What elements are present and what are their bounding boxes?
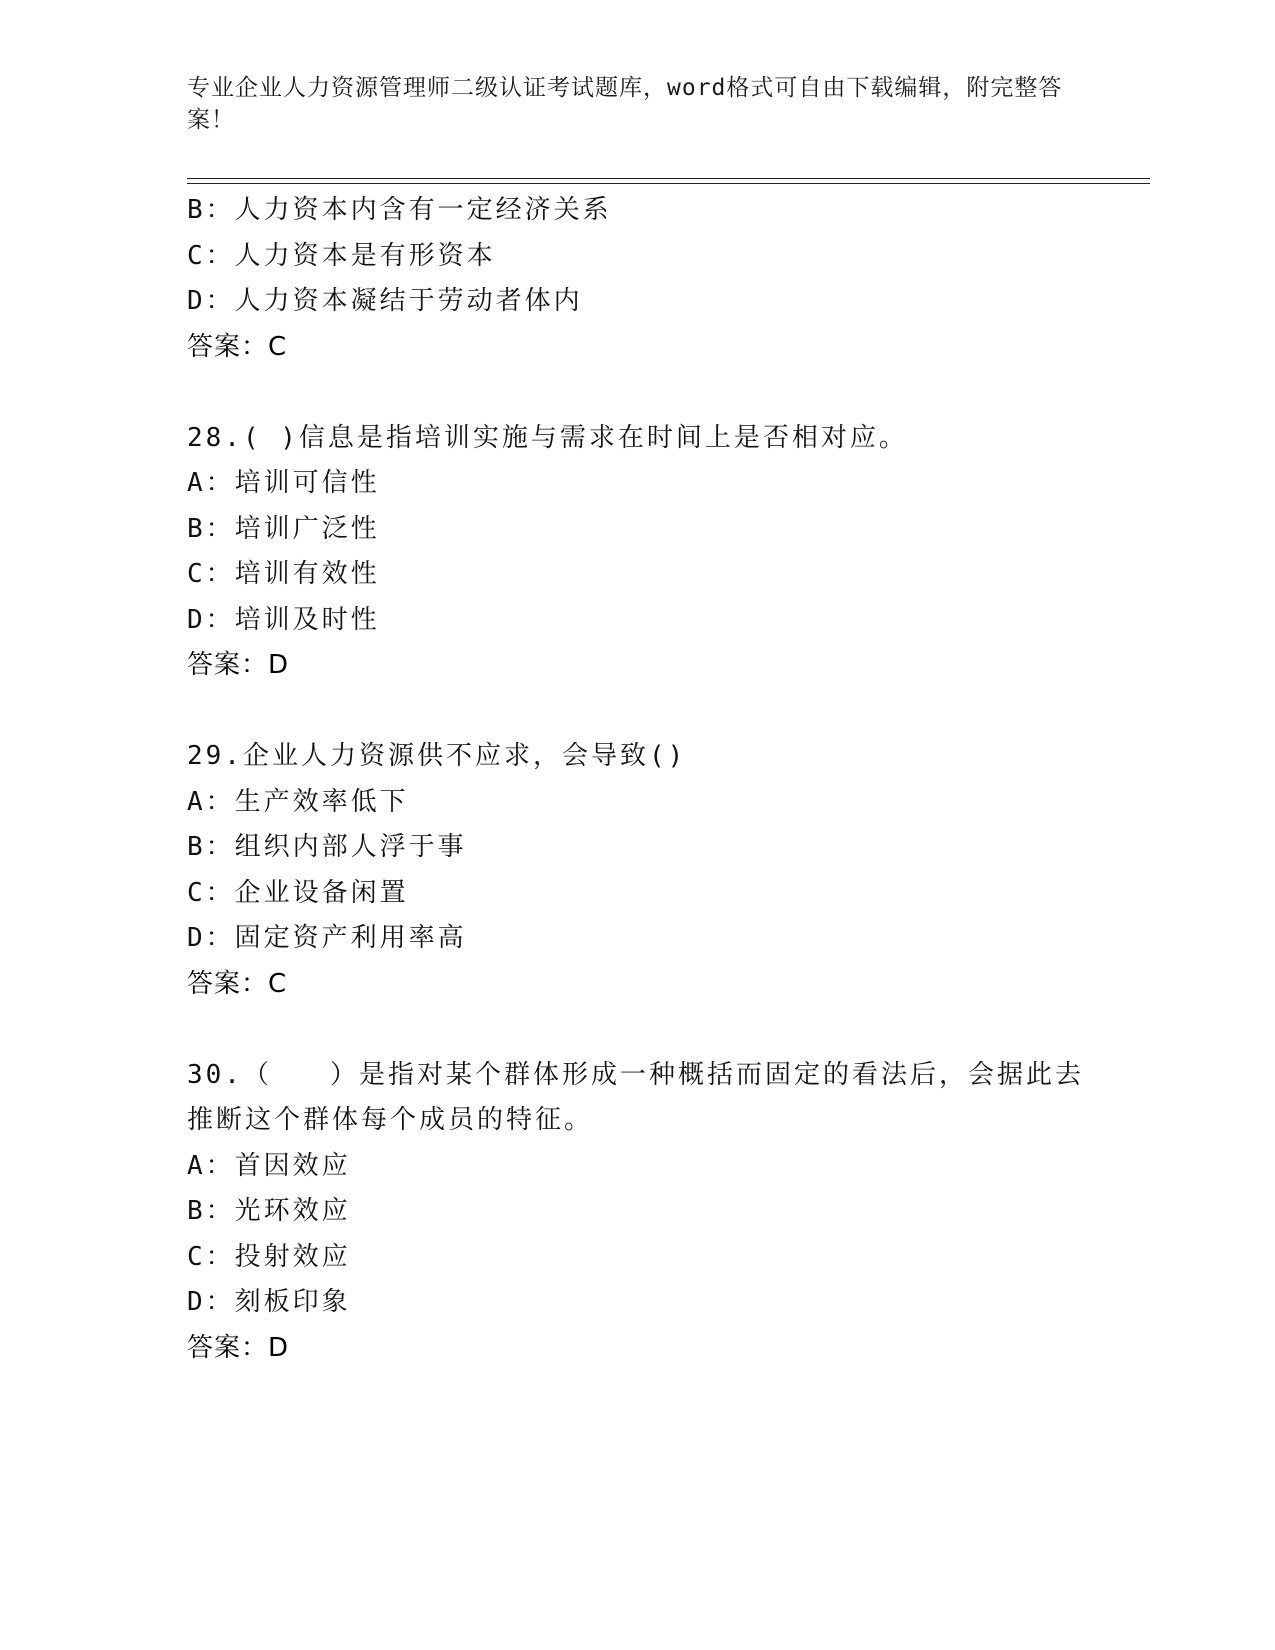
option-d: D：人力资本凝结于劳动者体内: [187, 286, 583, 316]
answer-value: C: [268, 331, 289, 362]
question-stem-line-1: 30.（ ）是指对某个群体形成一种概括而固定的看法后，会据此去: [187, 1059, 1084, 1090]
answer-line: [187, 325, 1087, 371]
option-d: D：刻板印象: [187, 1287, 351, 1317]
option-c: C：投射效应: [187, 1241, 351, 1272]
header-rule-top: [187, 178, 1150, 179]
option-a: A：首因效应: [187, 1150, 351, 1181]
header-rule-bottom: [187, 183, 1150, 184]
question-list: [187, 188, 1087, 1371]
question-28: [187, 416, 1087, 689]
option-a: A：培训可信性: [187, 468, 380, 498]
document-header: 专业企业人力资源管理师二级认证考试题库，word格式可自由下载编辑，附完整答案！: [187, 75, 1063, 133]
answer-line: [187, 643, 1087, 689]
option-b: B：人力资本内含有一定经济关系: [187, 195, 612, 225]
answer-label: 答案：: [187, 968, 269, 999]
option-d: D：固定资产利用率高: [187, 923, 467, 953]
option-b: B：组织内部人浮于事: [187, 832, 467, 862]
question-stem: 29.企业人力资源供不应求，会导致(): [187, 741, 687, 771]
option-c: C：企业设备闲置: [187, 877, 409, 908]
answer-line: [187, 1326, 1087, 1372]
spacer: [187, 1007, 1087, 1053]
question-30: [187, 1053, 1087, 1372]
spacer: [187, 689, 1087, 735]
option-b: B：光环效应: [187, 1196, 351, 1226]
answer-label: 答案：: [187, 1332, 269, 1363]
answer-line: [187, 962, 1087, 1008]
option-c: C：培训有效性: [187, 559, 380, 589]
answer-value: C: [268, 968, 289, 999]
spacer: [187, 370, 1087, 416]
question-stem: 28.( )信息是指培训实施与需求在时间上是否相对应。: [187, 422, 908, 453]
answer-label: 答案：: [187, 650, 269, 680]
option-d: D：培训及时性: [187, 604, 380, 635]
answer-value: D: [268, 650, 291, 680]
question-stem-line-2: 推断这个群体每个成员的特征。: [187, 1105, 594, 1135]
answer-label: 答案：: [187, 331, 269, 362]
question-27-continued: [187, 188, 1087, 370]
option-b: B：培训广泛性: [187, 513, 380, 544]
question-29: [187, 734, 1087, 1007]
option-c: C：人力资本是有形资本: [187, 240, 496, 271]
option-a: A：生产效率低下: [187, 786, 409, 817]
answer-value: D: [268, 1332, 291, 1363]
